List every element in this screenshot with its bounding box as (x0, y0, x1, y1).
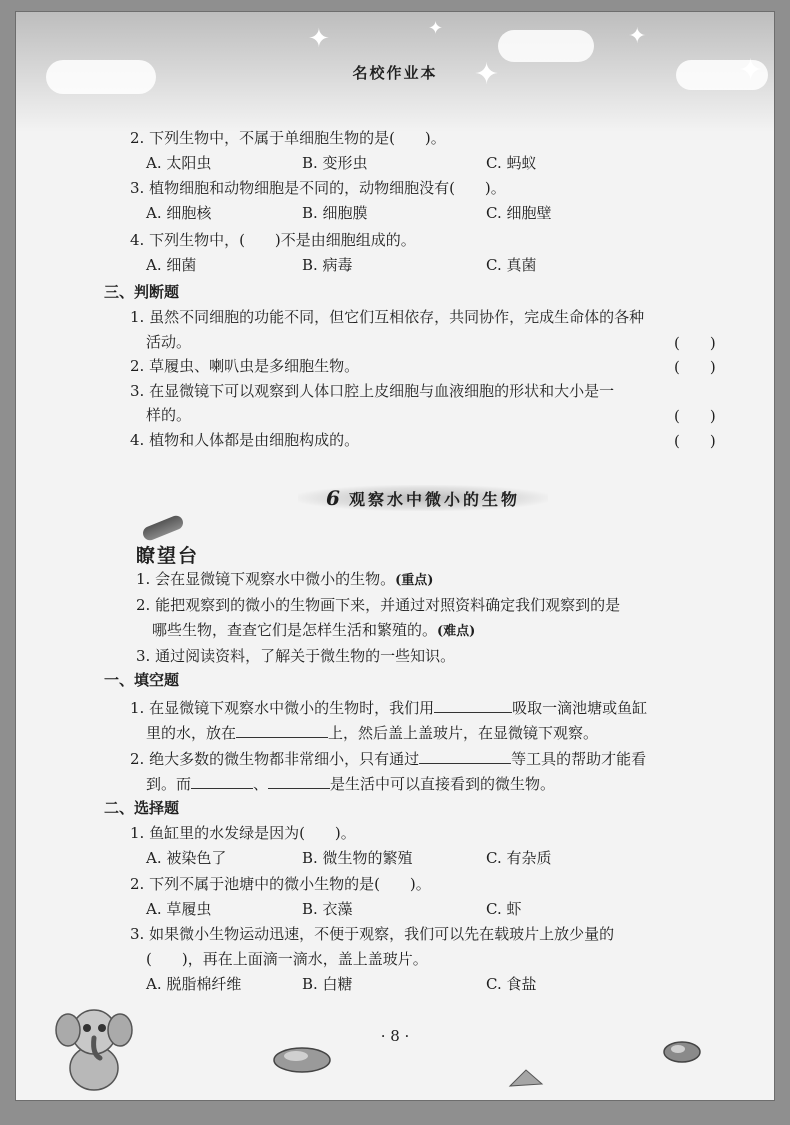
fill-line (130, 747, 646, 769)
star-icon: ✦ (628, 24, 647, 49)
section-heading-fill: 一、填空题 (104, 671, 180, 689)
option-c: C. 食盐 (486, 975, 537, 993)
answer-blank[interactable] (268, 772, 330, 789)
fill-text: 等工具的帮助才能看 (511, 750, 647, 768)
star-icon: ✦ (738, 53, 764, 88)
answer-blank[interactable] (236, 721, 328, 738)
star-icon: ✦ (428, 18, 444, 39)
goal-text: 1. 会在显微镜下观察水中微小的生物。 (136, 570, 396, 588)
judge-item: 3. 在显微镜下可以观察到人体口腔上皮细胞与血液细胞的形状和大小是一 (130, 382, 615, 400)
fill-line (146, 772, 555, 794)
option-a: A. 细胞核 (146, 204, 212, 222)
question-stem: 2. 下列不属于池塘中的微小生物的是( )。 (130, 875, 431, 893)
question-stem: ( )，再在上面滴一滴水，盖上盖玻片。 (146, 950, 428, 968)
stone-decoration-icon (270, 1040, 334, 1074)
goal-item (136, 569, 433, 591)
lesson-number: 6 (326, 486, 343, 510)
goal-item: 2. 能把观察到的微小的生物画下来，并通过对照资料确定我们观察到的是 (136, 596, 621, 614)
section-heading-choice: 二、选择题 (104, 799, 180, 817)
judge-item: 1. 虽然不同细胞的功能不同，但它们互相依存，共同协作，完成生命体的各种 (130, 308, 645, 326)
goal-text: 哪些生物，查查它们是怎样生活和繁殖的。 (152, 621, 438, 639)
goal-item (152, 620, 475, 642)
header-title: 名校作业本 (352, 64, 438, 82)
cloud-decoration-right (498, 30, 594, 62)
answer-blank[interactable] (419, 747, 511, 764)
fill-text: 1. 在显微镜下观察水中微小的生物时，我们用 (130, 699, 435, 717)
option-b: B. 细胞膜 (302, 204, 368, 222)
option-c: C. 真菌 (486, 256, 537, 274)
judge-item: 4. 植物和人体都是由细胞构成的。 (130, 431, 360, 449)
option-a: A. 草履虫 (146, 900, 212, 918)
option-b: B. 白糖 (302, 975, 353, 993)
star-icon: ✦ (308, 24, 330, 54)
goal-tag: (重点) (395, 573, 434, 588)
fill-text: 吸取一滴池塘或鱼缸 (512, 699, 648, 717)
star-icon: ✦ (474, 57, 500, 92)
fill-text: 是生活中可以直接看到的微生物。 (330, 775, 556, 793)
fill-text: 、 (253, 775, 269, 793)
question-stem: 3. 植物细胞和动物细胞是不同的，动物细胞没有( )。 (130, 179, 506, 197)
option-b: B. 变形虫 (302, 154, 368, 172)
question-stem: 2. 下列生物中，不属于单细胞生物的是( )。 (130, 129, 446, 147)
option-a: A. 被染色了 (146, 849, 227, 867)
answer-paren[interactable]: ( ) (674, 407, 716, 425)
option-b: B. 病毒 (302, 256, 353, 274)
option-a: A. 细菌 (146, 256, 197, 274)
answer-blank[interactable] (191, 772, 253, 789)
option-b: B. 微生物的繁殖 (302, 849, 413, 867)
elephant-mascot-icon (54, 998, 134, 1094)
overview-heading: 瞭望台 (136, 545, 200, 567)
option-c: C. 蚂蚁 (486, 154, 537, 172)
option-c: C. 有杂质 (486, 849, 552, 867)
option-b: B. 衣藻 (302, 900, 353, 918)
leaf-decoration-icon (508, 1068, 544, 1088)
judge-item: 样的。 (146, 406, 192, 424)
answer-paren[interactable]: ( ) (674, 358, 716, 376)
section-heading-judge: 三、判断题 (104, 283, 180, 301)
judge-item: 活动。 (146, 333, 192, 351)
fill-text: 上，然后盖上盖玻片，在显微镜下观察。 (328, 724, 599, 742)
fill-text: 2. 绝大多数的微生物都非常细小，只有通过 (130, 750, 420, 768)
goal-item: 3. 通过阅读资料，了解关于微生物的一些知识。 (136, 647, 456, 665)
goal-tag: (难点) (437, 624, 476, 639)
lesson-title-text: 观察水中微小的生物 (348, 490, 520, 509)
option-c: C. 虾 (486, 900, 522, 918)
fill-text: 里的水，放在 (146, 724, 237, 742)
question-stem: 1. 鱼缸里的水发绿是因为( )。 (130, 824, 356, 842)
fill-line (146, 721, 598, 743)
answer-blank[interactable] (434, 696, 512, 713)
option-a: A. 脱脂棉纤维 (146, 975, 242, 993)
option-a: A. 太阳虫 (146, 154, 212, 172)
option-c: C. 细胞壁 (486, 204, 552, 222)
page-number: · 8 · (380, 1027, 410, 1045)
fill-text: 到。而 (146, 775, 192, 793)
judge-item: 2. 草履虫、喇叭虫是多细胞生物。 (130, 357, 360, 375)
question-stem: 3. 如果微小生物运动迅速，不便于观察，我们可以先在载玻片上放少量的 (130, 925, 615, 943)
question-stem: 4. 下列生物中，( )不是由细胞组成的。 (130, 231, 416, 249)
fill-line (130, 696, 647, 718)
answer-paren[interactable]: ( ) (674, 334, 716, 352)
lesson-title (298, 485, 548, 511)
answer-paren[interactable]: ( ) (674, 432, 716, 450)
